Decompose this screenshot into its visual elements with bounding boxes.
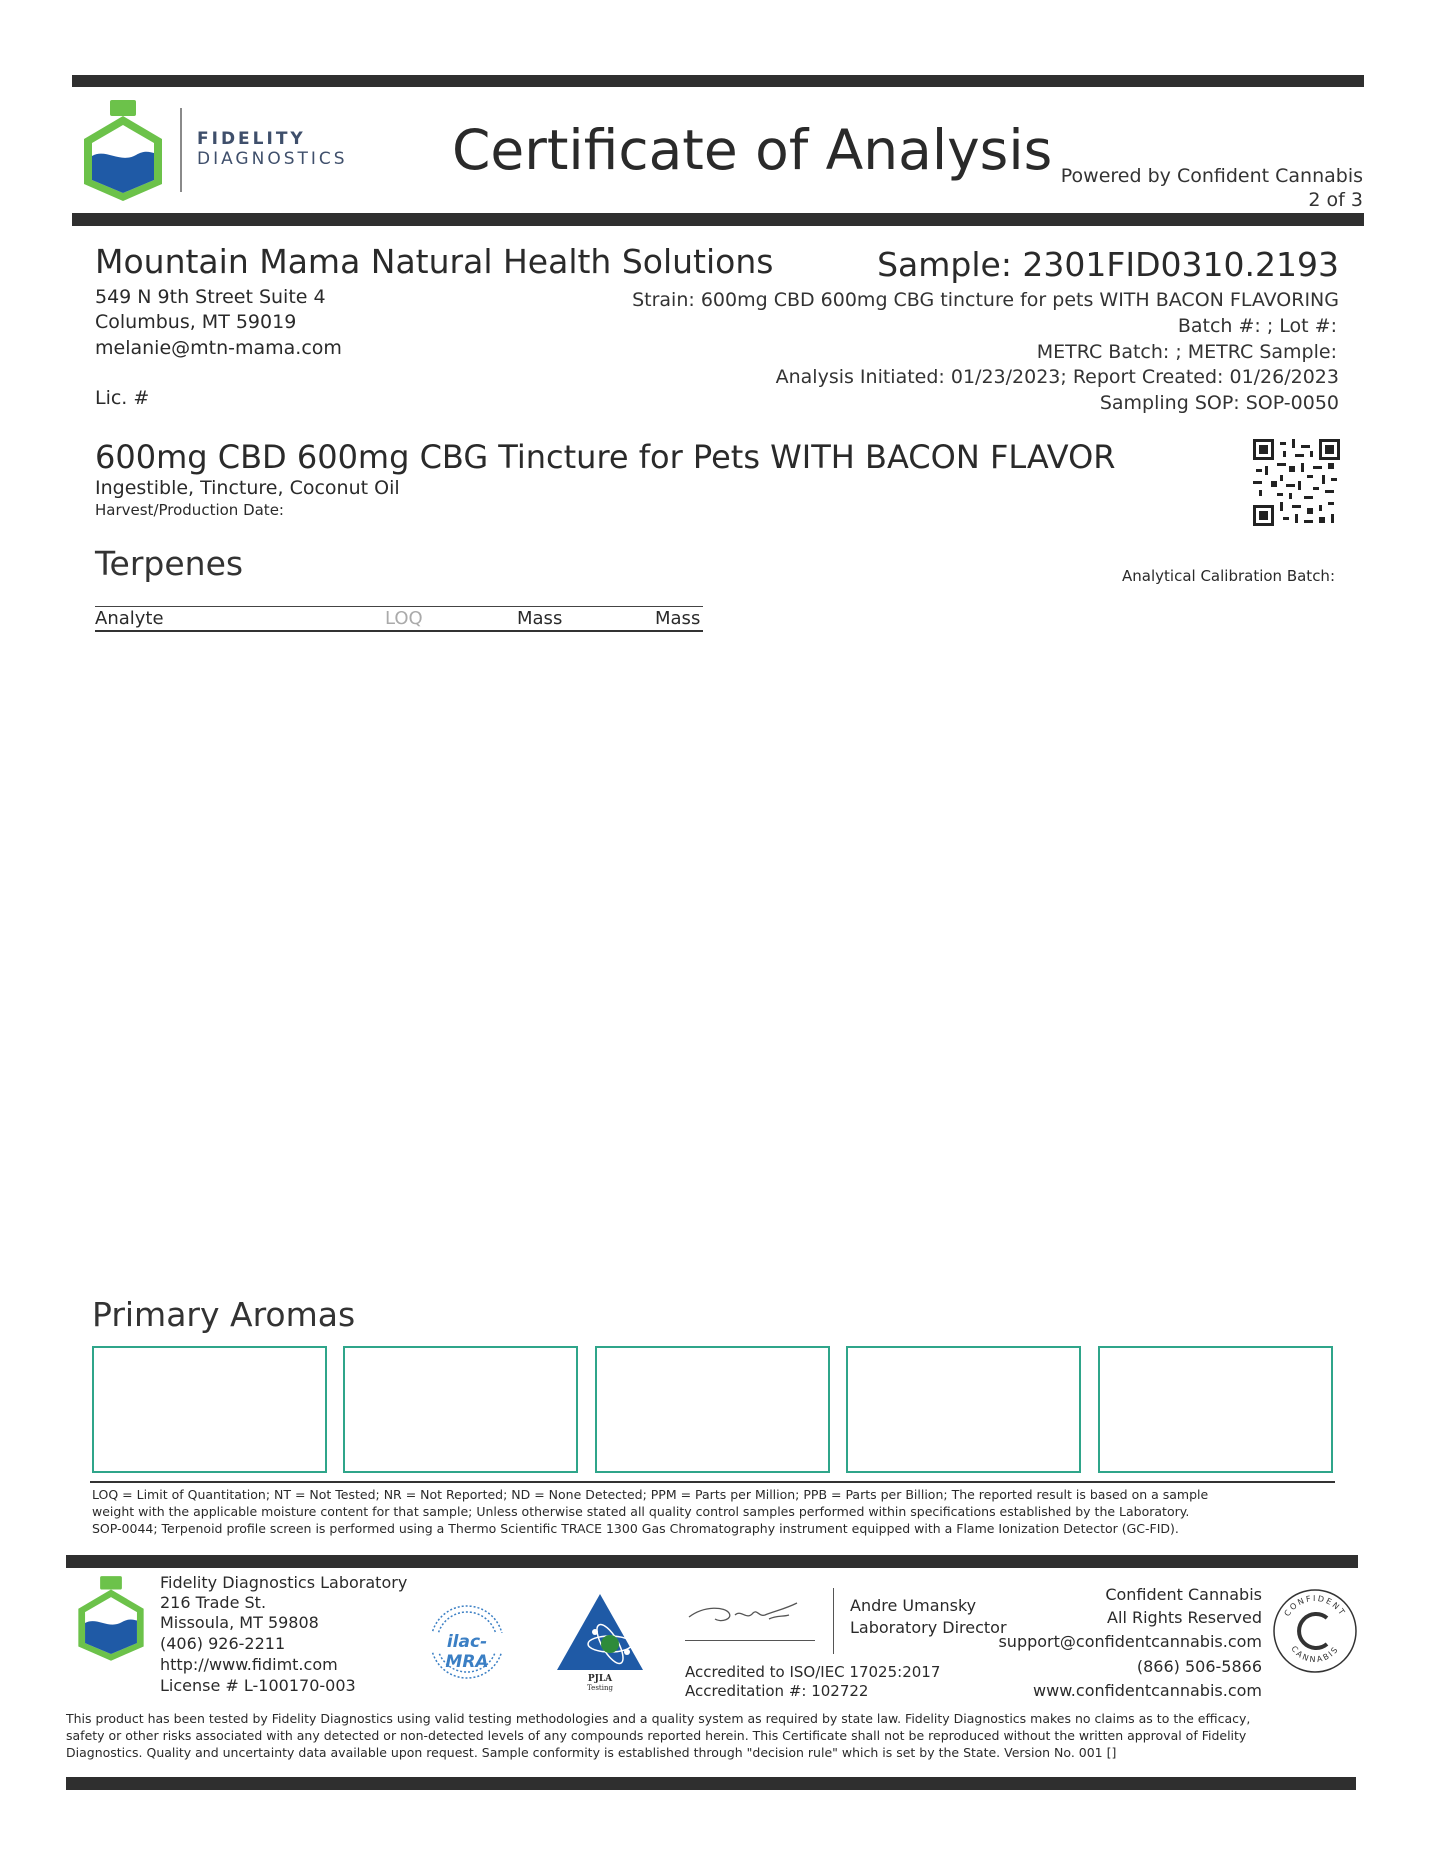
calibration-batch-label: Analytical Calibration Batch: xyxy=(1122,567,1335,585)
footer-bottom-bar xyxy=(66,1777,1356,1790)
page-number: 2 of 3 xyxy=(1308,189,1363,211)
aroma-box-4 xyxy=(846,1346,1081,1473)
header-top-bar xyxy=(72,75,1364,87)
accreditation-number: Accreditation #: 102722 xyxy=(685,1682,869,1700)
disclaimer-line1: This product has been tested by Fidelity Diagnostics using valid testing methodologies and a quality system as required by state law. Fidelity Diagnostics makes no claims as to the efficacy, xyxy=(66,1711,1251,1726)
lab-street: 216 Trade St. xyxy=(160,1593,267,1612)
ilac-mra-badge-icon xyxy=(420,1603,514,1681)
logo-wordmark-line2: DIAGNOSTICS xyxy=(197,149,348,169)
client-address-line2: Columbus, MT 59019 xyxy=(95,311,297,333)
lab-name: Fidelity Diagnostics Laboratory xyxy=(160,1573,408,1592)
signature-line xyxy=(685,1640,815,1641)
client-email: melanie@mtn-mama.com xyxy=(95,337,342,359)
qr-code[interactable] xyxy=(1253,439,1340,526)
lab-city: Missoula, MT 59808 xyxy=(160,1613,319,1632)
signature-divider xyxy=(833,1588,834,1654)
cc-website[interactable]: www.confidentcannabis.com xyxy=(1033,1681,1262,1700)
confident-cannabis-seal-icon xyxy=(1272,1588,1358,1674)
lab-website[interactable]: http://www.fidimt.com xyxy=(160,1655,338,1674)
terpenes-table-header-rule xyxy=(95,630,703,632)
product-type: Ingestible, Tincture, Coconut Oil xyxy=(95,477,400,499)
pjla-badge-icon xyxy=(555,1592,645,1692)
aroma-box-1 xyxy=(92,1346,327,1473)
primary-aromas-heading: Primary Aromas xyxy=(92,1295,356,1334)
powered-by: Powered by Confident Cannabis xyxy=(1060,165,1363,187)
col-loq: LOQ xyxy=(385,608,423,629)
terpenes-heading: Terpenes xyxy=(95,544,244,583)
aroma-box-5 xyxy=(1098,1346,1333,1473)
lab-license: License # L-100170-003 xyxy=(160,1676,356,1695)
client-name: Mountain Mama Natural Health Solutions xyxy=(95,242,774,281)
ilac-mra-label: ilac-MRA xyxy=(445,1632,489,1672)
logo-wordmark-line1: FIDELITY xyxy=(197,129,306,149)
aroma-box-3 xyxy=(595,1346,830,1473)
disclaimer-line2: safety or other risks associated with any detected or non-detected levels of any compounds reported herein. This Certificate shall not be reproduced without the written approval of Fidelity xyxy=(66,1728,1247,1743)
lab-phone: (406) 926-2211 xyxy=(160,1634,286,1653)
sample-batch: Batch #: ; Lot #: xyxy=(1177,315,1337,337)
col-mass-2: Mass xyxy=(655,608,701,629)
client-license: Lic. # xyxy=(95,387,150,409)
fidelity-logo-icon xyxy=(80,98,166,202)
sample-strain: Strain: 600mg CBD 600mg CBG tincture for pets WITH BACON FLAVORING xyxy=(632,289,1339,311)
footnote-line3: SOP-0044; Terpenoid profile screen is performed using a Thermo Scientific TRACE 1300 Gas Chromatography instrument equipped with a Flame Ionization Detector (GC-FID). xyxy=(92,1521,1179,1536)
logo-divider xyxy=(180,108,182,192)
seal-bottom-text: CANNABIS xyxy=(1289,1644,1341,1665)
director-title: Laboratory Director xyxy=(850,1618,1007,1637)
col-analyte: Analyte xyxy=(95,608,164,629)
disclaimer-line3: Diagnostics. Quality and uncertainty data available upon request. Sample conformity is established through "decision rule" which is set by the State. Version No. 001 [] xyxy=(66,1745,1117,1760)
footnote-line2: weight with the applicable moisture content for that sample; Unless otherwise stated all quality control samples performed within specifications established by the Laboratory. xyxy=(92,1504,1190,1519)
cc-name: Confident Cannabis xyxy=(1105,1585,1262,1604)
client-address-line1: 549 N 9th Street Suite 4 xyxy=(95,286,326,308)
page-title: Certificate of Analysis xyxy=(452,118,1053,182)
seal-top-text: CONFIDENT xyxy=(1282,1593,1348,1618)
cc-phone: (866) 506-5866 xyxy=(1136,1657,1262,1676)
sample-sop: Sampling SOP: SOP-0050 xyxy=(1099,392,1339,414)
iso-accreditation: Accredited to ISO/IEC 17025:2017 xyxy=(685,1663,941,1681)
col-mass-1: Mass xyxy=(517,608,563,629)
product-name: 600mg CBD 600mg CBG Tincture for Pets WITH BACON FLAVOR xyxy=(95,438,1116,476)
cc-email[interactable]: support@confidentcannabis.com xyxy=(998,1632,1262,1651)
lab-logo-icon xyxy=(75,1574,147,1662)
sample-id: Sample: 2301FID0310.2193 xyxy=(877,245,1339,284)
pjla-label: PJLA xyxy=(587,1674,613,1684)
sample-metrc: METRC Batch: ; METRC Sample: xyxy=(1036,341,1337,363)
pjla-sublabel: Testing xyxy=(587,1684,613,1692)
cc-rights: All Rights Reserved xyxy=(1107,1608,1262,1627)
harvest-date-label: Harvest/Production Date: xyxy=(95,501,284,519)
footer-top-bar xyxy=(66,1555,1358,1568)
director-name: Andre Umansky xyxy=(850,1596,977,1615)
header-bottom-bar xyxy=(72,213,1364,226)
terpenes-table-top-rule xyxy=(95,606,703,607)
aroma-box-2 xyxy=(343,1346,578,1473)
footnote-line1: LOQ = Limit of Quantitation; NT = Not Tested; NR = Not Reported; ND = None Detected; PPM = Parts per Million; PPB = Parts per Billion; The reported result is based on a sample xyxy=(92,1487,1209,1502)
aromas-rule xyxy=(90,1481,1335,1483)
director-signature xyxy=(685,1595,815,1631)
sample-dates: Analysis Initiated: 01/23/2023; Report Created: 01/26/2023 xyxy=(775,366,1339,388)
